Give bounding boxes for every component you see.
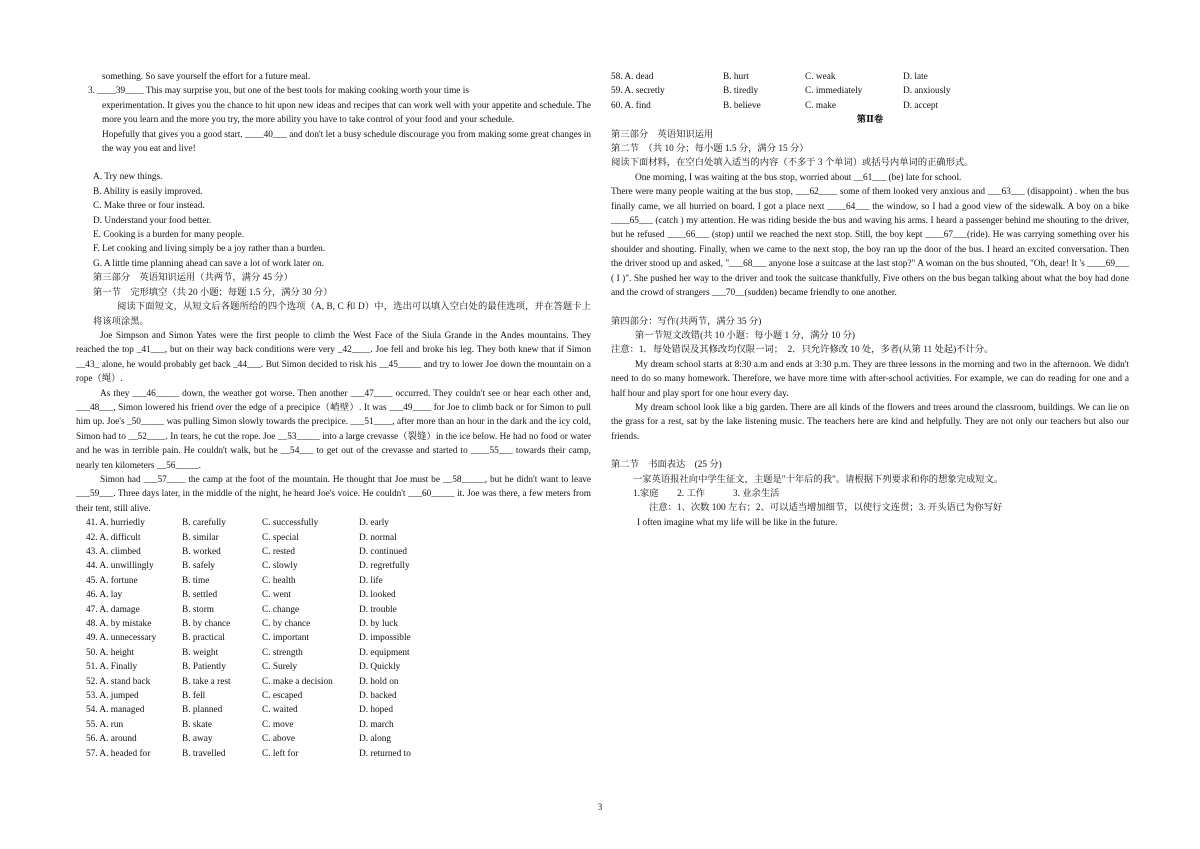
- text-line: My dream school look like a big garden. There are all kinds of the flowers and trees around the classroom, buildings. We can lie on the grass for a rest, sat by the lake listening music. The teachers here are kind and helpfully. They are not only our teachers but also our friends.: [611, 402, 1129, 442]
- option-choice: D. equipment: [359, 647, 410, 658]
- option-choice: 60. A. find: [611, 100, 651, 111]
- text-line: F. Let cooking and living simply be a joy rather than a burden.: [93, 244, 326, 255]
- option-choice: 55. A. run: [86, 719, 124, 730]
- option-choice: C. important: [262, 633, 309, 644]
- option-choice: D. late: [903, 72, 928, 82]
- option-choice: C. slowly: [262, 561, 298, 572]
- option-row: [76, 747, 591, 761]
- option-choice: 42. A. difficult: [86, 532, 141, 543]
- option-choice: C. waited: [262, 705, 298, 716]
- text-line: As they ___46_____ down, the weather got worse. Then another ___47____ occurred. They couldn't see or hear each other and, ___48___, Simon lowered his friend over the edge of a precipice（峭壁）. It was ___49____ for Joe to climb back or for Simon to pull him up. Joe's _50_____ was pulling Simon slowly towards the precipice. ___51____, after more than an hour in the dark and the icy cold, Simon had to __52____. In tears, he cut the rope. Joe __53_____ into a large crevasse（裂缝）in the ice below. He had no food or water and he was in terrible pain. He couldn't walk, but he __54___ to get out of the crevasse and started to ____55___ towards their camp, nearly ten kilometers __56_____.: [76, 388, 591, 471]
- option-choice: D. early: [359, 518, 389, 529]
- option-choice: B. fell: [182, 691, 206, 702]
- left-passage: [76, 70, 591, 516]
- option-choice: D. normal: [359, 532, 397, 543]
- text-line: 注意：1、次数 100 左右；2、可以适当增加细节，以使行文连贯；3. 开头语已为你写好: [649, 503, 1003, 514]
- text-line: 第二节 书面表达 (25 分): [611, 460, 722, 471]
- option-choice: B. travelled: [182, 748, 226, 759]
- option-choice: B. tiredly: [723, 86, 759, 97]
- text-line: B. Ability is easily improved.: [93, 186, 203, 197]
- text-line: Simon had ___57____ the camp at the foot of the mountain. He thought that Joe must be __58_____, but he didn't want to leave ___59___. Three days later, in the middle of the night, he heard Joe's voice. He couldn't ___60_____ it. Joe was there, a few meters from their tent, still alive.: [76, 474, 591, 514]
- option-row: [76, 574, 591, 588]
- text-line: Hopefully that gives you a good start. ____40___ and don't let a busy schedule discourage you from making some great changes in the way you eat and live!: [102, 129, 591, 155]
- option-choice: B. take a rest: [182, 676, 231, 687]
- option-choice: D. regretfully: [359, 561, 410, 572]
- option-choice: D. Quickly: [359, 662, 401, 673]
- option-choice: B. away: [182, 734, 213, 745]
- option-choice: B. settled: [182, 590, 218, 601]
- page-number: 3: [597, 802, 603, 812]
- option-choice: D. along: [359, 734, 392, 745]
- option-row: [76, 732, 591, 746]
- text-line: My dream school starts at 8:30 a.m and ends at 3:30 p.m. They are three lessons in the morning and two in the afternoon. We didn't need to do so many homework. Therefore, we have more time with after-school activities. For example, we can do reading for one and a half hour and play sport for one hour every day.: [611, 359, 1129, 399]
- option-choice: 41. A. hurriedly: [86, 518, 145, 529]
- text-line: Joe Simpson and Simon Yates were the first people to climb the West Face of the Siula Grande in the Andes mountains. They reached the top _41___, but on their way back conditions were very _42____. Joe fell and broke his leg. They both knew that if Simon __43_ alone, he would probably get back _44___. But Simon decided to risk his __45_____ and try to lower Joe down the mountain on a rope（绳）.: [76, 330, 591, 385]
- option-choice: D. by luck: [359, 619, 398, 630]
- option-choice: 50. A. height: [86, 647, 135, 658]
- option-row: [76, 703, 591, 717]
- option-choice: C. Surely: [262, 662, 298, 673]
- option-choice: C. successfully: [262, 518, 319, 529]
- cloze-options-41-57: [76, 516, 591, 761]
- option-choice: B. weight: [182, 647, 219, 658]
- option-choice: 48. A. by mistake: [86, 619, 152, 630]
- option-choice: B. skate: [182, 719, 212, 730]
- text-line: something. So save yourself the effort for a future meal.: [102, 72, 311, 82]
- option-choice: C. health: [262, 575, 296, 586]
- option-choice: D. backed: [359, 691, 397, 702]
- option-choice: B. safely: [182, 561, 216, 572]
- option-choice: D. anxiously: [903, 86, 951, 97]
- text-line: 3. ____39____ This may surprise you, but one of the best tools for making cooking worth your time is: [88, 86, 469, 97]
- text-line: 一家英语报社向中学生征文，主题是"十年后的我"。请根据下列要求和你的想象完成短文。: [633, 474, 1004, 485]
- text-line: D. Understand your food better.: [93, 215, 212, 226]
- option-row: [611, 99, 1129, 113]
- option-choice: C. move: [262, 719, 294, 730]
- option-choice: 49. A. unnecessary: [86, 633, 157, 644]
- text-line: I often imagine what my life will be like in the future.: [637, 517, 838, 528]
- text-line: 阅读下面短文，从短文后各题所给的四个选项（A, B, C 和 D）中，选出可以填入空白处的最佳选项，并在答题卡上将该项涂黑。: [93, 302, 591, 327]
- text-line: G. A little time planning ahead can save a lot of work later on.: [93, 258, 325, 269]
- option-choice: B. carefully: [182, 518, 226, 529]
- option-row: [76, 660, 591, 674]
- option-choice: C. went: [262, 590, 291, 601]
- option-choice: D. march: [359, 719, 394, 730]
- option-choice: B. worked: [182, 547, 221, 557]
- option-choice: B. storm: [182, 604, 215, 615]
- text-line: 注意：1．每处错误及其修改均仅限一词； 2．只允许修改 10 处，多者(从第 11 处起)不计分。: [611, 345, 994, 356]
- option-choice: C. change: [262, 604, 300, 615]
- option-choice: C. rested: [262, 547, 296, 557]
- spacer: [611, 301, 1129, 315]
- spacer: [611, 444, 1129, 458]
- option-row: [76, 646, 591, 660]
- option-row: [76, 689, 591, 703]
- option-row: [76, 531, 591, 545]
- option-row: [76, 559, 591, 573]
- option-choice: C. by chance: [262, 619, 311, 630]
- option-choice: C. left for: [262, 748, 299, 759]
- option-row: [76, 603, 591, 617]
- option-choice: C. immediately: [805, 86, 863, 97]
- text-line: 第一节 完形填空（共 20 小题；每题 1.5 分，满分 30 分）: [93, 287, 333, 298]
- option-choice: 45. A. fortune: [86, 575, 138, 586]
- cloze-options-58-60: [611, 70, 1129, 113]
- option-choice: B. practical: [182, 633, 225, 644]
- option-row: [611, 84, 1129, 98]
- option-choice: D. impossible: [359, 633, 411, 644]
- text-line: E. Cooking is a burden for many people.: [93, 230, 245, 241]
- text-line: 第四部分：写作(共两节，满分 35 分): [611, 316, 762, 327]
- option-choice: B. Patiently: [182, 662, 226, 673]
- option-row: [76, 588, 591, 602]
- option-choice: 47. A. damage: [86, 604, 140, 615]
- option-row: [76, 545, 591, 559]
- option-choice: C. weak: [805, 72, 836, 82]
- option-choice: D. returned to: [359, 748, 411, 759]
- right-column: [611, 70, 1129, 530]
- option-choice: C. escaped: [262, 691, 303, 702]
- option-choice: D. hold on: [359, 676, 399, 687]
- text-line: 阅读下面材料，在空白处填入适当的内容（不多于 3 个单词）或括号内单词的正确形式。: [611, 158, 974, 169]
- option-choice: 46. A. lay: [86, 590, 123, 601]
- option-choice: C. above: [262, 734, 296, 745]
- text-line: experimentation. It gives you the chance to hit upon new ideas and recipes that can work well with your appetite and schedule. The more you learn and the more you try, the more ability you have to take control of your food and your schedule.: [102, 100, 591, 126]
- option-row: [611, 70, 1129, 84]
- option-choice: D. continued: [359, 547, 408, 557]
- option-choice: C. make a decision: [262, 676, 333, 687]
- text-line: 第Ⅱ卷: [856, 115, 884, 126]
- text-line: 1.家庭 2. 工作 3. 业余生活: [633, 488, 780, 499]
- option-choice: 57. A. headed for: [86, 748, 151, 759]
- option-choice: D. accept: [903, 100, 939, 111]
- text-line: C. Make three or four instead.: [93, 201, 205, 212]
- option-choice: 54. A. managed: [86, 705, 145, 716]
- option-choice: 53. A. jumped: [86, 691, 139, 702]
- text-line: 第三部分 英语知识运用（共两节，满分 45 分）: [93, 273, 293, 284]
- option-choice: D. trouble: [359, 604, 397, 615]
- option-choice: 56. A. around: [86, 734, 137, 745]
- option-choice: 59. A. secretly: [611, 86, 665, 97]
- option-choice: B. planned: [182, 705, 223, 716]
- option-choice: B. hurt: [723, 72, 749, 82]
- option-choice: C. strength: [262, 647, 303, 658]
- option-choice: B. time: [182, 575, 210, 586]
- text-line: One morning, I was waiting at the bus stop, worried about __61___ (be) late for school.: [635, 172, 962, 183]
- option-choice: D. hoped: [359, 705, 394, 716]
- option-choice: 58. A. dead: [611, 72, 654, 82]
- option-choice: 51. A. Finally: [86, 662, 138, 673]
- option-choice: B. believe: [723, 100, 761, 111]
- option-choice: B. similar: [182, 532, 219, 543]
- option-choice: C. make: [805, 100, 836, 111]
- left-column: [76, 70, 591, 761]
- spacer: [76, 156, 591, 170]
- option-row: [76, 516, 591, 530]
- option-choice: 52. A. stand back: [86, 676, 151, 687]
- option-row: [76, 617, 591, 631]
- option-row: [76, 675, 591, 689]
- option-choice: B. by chance: [182, 619, 231, 630]
- option-row: [76, 718, 591, 732]
- option-choice: C. special: [262, 532, 299, 543]
- text-line: A. Try new things.: [93, 172, 163, 183]
- right-passage: [611, 113, 1129, 530]
- option-choice: D. looked: [359, 590, 396, 601]
- option-choice: 44. A. unwillingly: [86, 561, 154, 572]
- text-line: 第一节短文改错(共 10 小题：每小题 1 分，满分 10 分): [635, 330, 856, 341]
- text-line: There were many people waiting at the bus stop, ___62____ some of them looked very anxious and ___63___ (disappoint) . when the bus finally came, we all hurried on board. I got a place next ____64___ the window, so I had a good view of the sidewalk. A boy on a bike ____65___ (catch ) my attention. He was riding beside the bus and waving his arms. I heard a passenger behind me shouting to the driver, but he refused ____66___ (stop) until we reached the next stop. Still, the boy kept ____67___(ride). He was carrying something over his shoulder and shouting. Finally, when we came to the next stop, the boy ran up the door of the bus. I heard an excited conversation. Then the driver stood up and asked, "___68___ anyone lose a suitcase at the last stop?" A woman on the bus shouted, "Oh, dear! It 's ____69___ ( I )". She pushed her way to the driver and took the suitcase thankfully, Five others on the bus began talking about what the boy had done and the crowd of strangers ___70__(sudden) became friendly to one another.: [611, 187, 1129, 299]
- option-row: [76, 631, 591, 645]
- text-line: 第二节 （共 10 分；每小题 1.5 分，满分 15 分）: [611, 144, 809, 155]
- text-line: 第三部分 英语知识运用: [611, 129, 714, 140]
- option-choice: 43. A. climbed: [86, 547, 141, 557]
- option-choice: D. life: [359, 575, 383, 586]
